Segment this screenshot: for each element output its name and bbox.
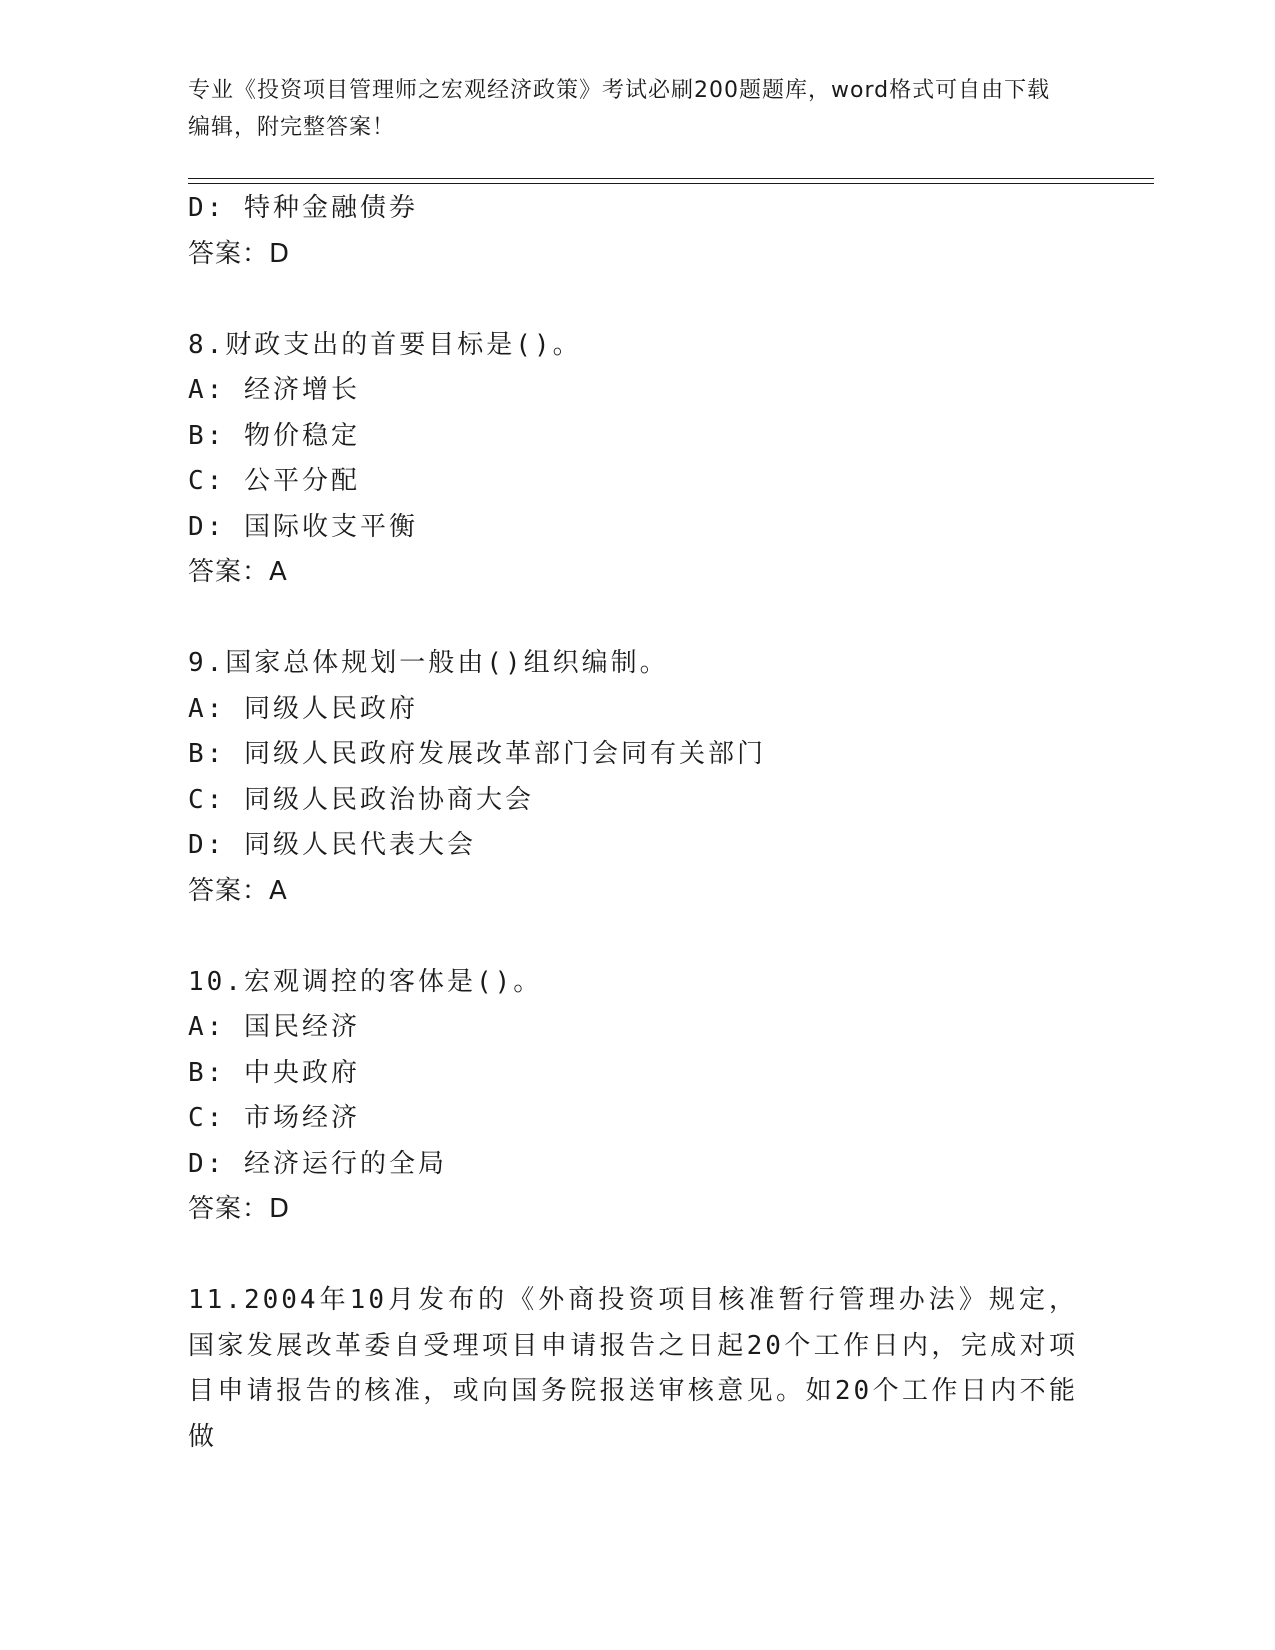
spacer [188, 596, 1088, 642]
spacer [188, 914, 1088, 960]
question-stem: 8.财政支出的首要目标是()。 [188, 329, 582, 360]
question-content [188, 186, 1088, 1460]
header-divider-top [188, 178, 1154, 179]
answer-line: 答案：D [188, 1194, 291, 1224]
option-b: B: 物价稳定 [188, 420, 360, 451]
question-prev [188, 186, 1088, 277]
option-d: D: 特种金融债券 [188, 193, 418, 223]
option-d: D: 经济运行的全局 [188, 1148, 447, 1179]
header-divider-bottom [188, 183, 1154, 184]
option-a: A: 同级人民政府 [188, 693, 418, 724]
option-a: A: 国民经济 [188, 1012, 360, 1042]
question-stem: 10.宏观调控的客体是()。 [188, 966, 543, 997]
spacer [188, 1233, 1088, 1279]
option-c: C: 市场经济 [188, 1103, 360, 1133]
option-a: A: 经济增长 [188, 375, 360, 405]
option-c: C: 公平分配 [188, 466, 360, 496]
option-b: B: 中央政府 [188, 1057, 360, 1088]
question-9 [188, 641, 1088, 914]
question-8 [188, 323, 1088, 596]
option-c: C: 同级人民政治协商大会 [188, 784, 534, 815]
option-d: D: 国际收支平衡 [188, 511, 418, 542]
question-10 [188, 960, 1088, 1233]
option-d: D: 同级人民代表大会 [188, 830, 476, 860]
document-header: 专业《投资项目管理师之宏观经济政策》考试必刷200题题库，word格式可自由下载编辑，附完整答案！ [188, 78, 1051, 140]
spacer [188, 277, 1088, 323]
option-b: B: 同级人民政府发展改革部门会同有关部门 [188, 739, 766, 769]
question-stem: 11.2004年10月发布的《外商投资项目核准暂行管理办法》规定，国家发展改革委自受理项目申请报告之日起20个工作日内，完成对项目申请报告的核准，或向国务院报送审核意见。如20个工作日内不能做 [188, 1285, 1078, 1452]
answer-line: 答案：A [188, 875, 288, 906]
question-11 [188, 1278, 1088, 1460]
question-stem: 9.国家总体规划一般由()组织编制。 [188, 648, 669, 678]
answer-line: 答案：A [188, 557, 288, 587]
answer-line: 答案：D [188, 238, 291, 269]
